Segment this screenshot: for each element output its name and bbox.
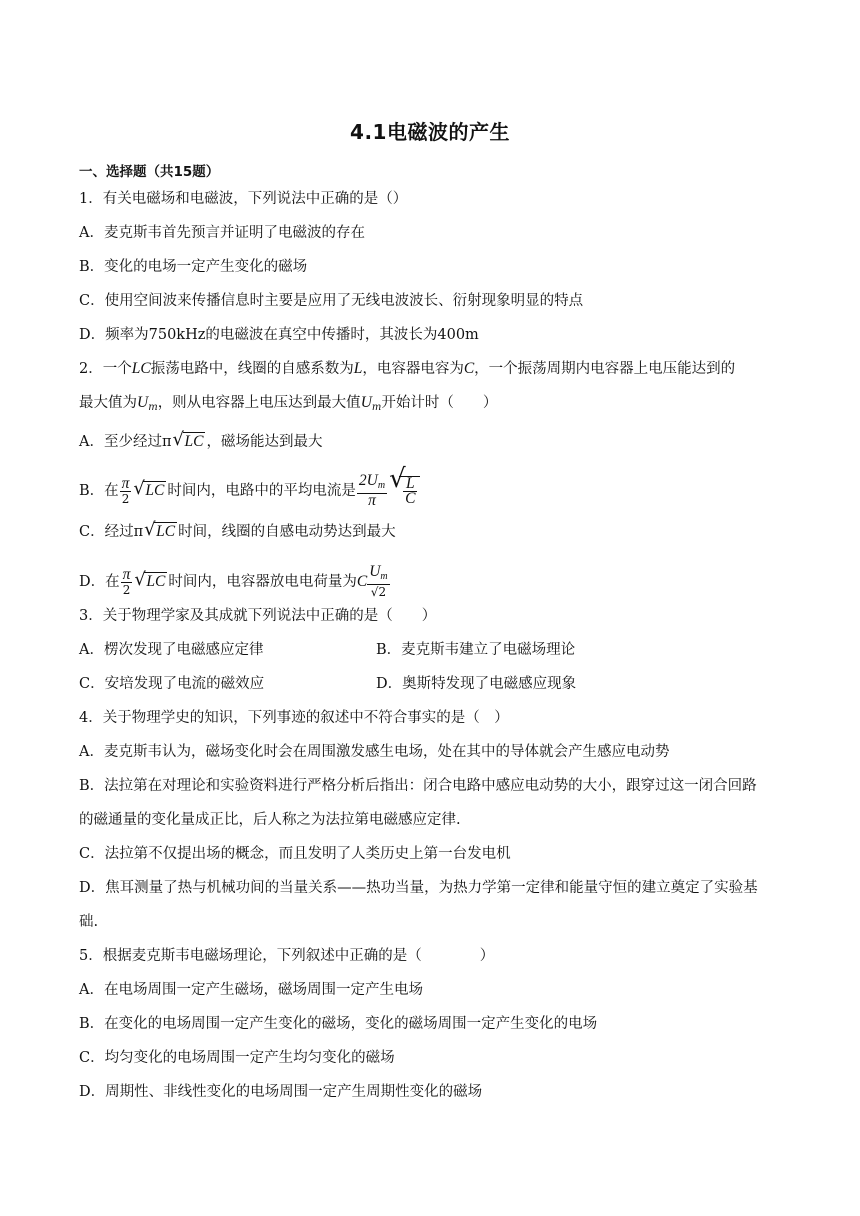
q2-option-c: C．经过π √ LC 时间，线圈的自感电动势达到最大 bbox=[79, 519, 396, 540]
q5-option-a: A．在电场周围一定产生磁场，磁场周围一定产生电场 bbox=[79, 982, 423, 998]
q3-option-a: A．楞次发现了电磁感应定律 bbox=[79, 642, 264, 658]
q4-option-c: C．法拉第不仅提出场的概念，而且发明了人类历史上第一台发电机 bbox=[79, 846, 511, 862]
q3-option-b: B．麦克斯韦建立了电磁场理论 bbox=[376, 642, 576, 658]
q5-option-d: D．周期性、非线性变化的电场周围一定产生周期性变化的磁场 bbox=[79, 1084, 483, 1100]
q1-option-d: D．频率为750kHz的电磁波在真空中传播时，其波长为400m bbox=[79, 327, 479, 343]
q4-option-a: A．麦克斯韦认为，磁场变化时会在周围激发感生电场，处在其中的导体就会产生感应电动势 bbox=[79, 744, 670, 760]
q1-stem: 1．有关电磁场和电磁波，下列说法中正确的是（） bbox=[79, 191, 408, 207]
q4-option-d-line2: 础. bbox=[79, 914, 99, 930]
q4-option-d-line1: D．焦耳测量了热与机械功间的当量关系——热功当量，为热力学第一定律和能量守恒的建立奠定了实验基 bbox=[79, 880, 758, 896]
fraction-2um-over-pi: $\frac{2U_m}{\pi}$ bbox=[358, 472, 386, 509]
q2-stem-line1: 2．一个LC振荡电路中，线圈的自感系数为L，电容器电容为C，一个振荡周期内电容器上电压能达到的 bbox=[79, 360, 736, 377]
q1-option-c: C．使用空间波来传播信息时主要是应用了无线电波波长、衍射现象明显的特点 bbox=[79, 293, 584, 309]
sqrt-lc: √ LC bbox=[172, 429, 204, 450]
q2-option-d: D．在 $\frac{\pi}{2}$ √ LC 时间内，电容器放电电荷量为C $U_m$ √2 bbox=[79, 563, 388, 599]
sqrt-l-over-c: √ $\frac{L}{C}$ bbox=[389, 476, 420, 506]
q2-option-a: A．至少经过π √ LC ，磁场能达到最大 bbox=[79, 429, 323, 450]
q5-option-c: C．均匀变化的电场周围一定产生均匀变化的磁场 bbox=[79, 1050, 395, 1066]
q2-option-b: B．在 $\frac{\pi}{2}$ √ LC 时间内，电路中的平均电流是 $\frac{2U_m}{\pi}$ √ $\frac{L}{C}$ bbox=[79, 474, 785, 508]
fraction-pi-over-2: $\frac{\pi}{2}$ bbox=[121, 474, 130, 506]
q4-option-b-line2: 的磁通量的变化量成正比，后人称之为法拉第电磁感应定律. bbox=[79, 812, 461, 828]
q1-option-b: B．变化的电场一定产生变化的磁场 bbox=[79, 259, 308, 275]
q3-option-c: C．安培发现了电流的磁效应 bbox=[79, 676, 265, 692]
q1-option-a: A．麦克斯韦首先预言并证明了电磁波的存在 bbox=[79, 225, 365, 241]
q3-option-d: D．奥斯特发现了电磁感应现象 bbox=[376, 676, 577, 692]
q5-option-b: B．在变化的电场周围一定产生变化的磁场，变化的磁场周围一定产生变化的电场 bbox=[79, 1016, 598, 1032]
document-title: 4.1电磁波的产生 bbox=[350, 120, 510, 144]
fraction-um-over-sqrt2: $U_m$ √2 bbox=[369, 563, 388, 599]
section-heading: 一、选择题（共15题） bbox=[79, 164, 220, 180]
q4-option-b-line1: B．法拉第在对理论和实验资料进行严格分析后指出：闭合电路中感应电动势的大小，跟穿过这一闭合回路 bbox=[79, 778, 757, 794]
q3-stem: 3．关于物理学家及其成就下列说法中正确的是（ ） bbox=[79, 608, 437, 624]
q5-stem: 5．根据麦克斯韦电磁场理论，下列叙述中正确的是（ ） bbox=[79, 948, 495, 964]
q4-stem: 4．关于物理学史的知识，下列事迹的叙述中不符合事实的是（ ） bbox=[79, 710, 509, 726]
q2-stem-line2: 最大值为$U_m$，则从电容器上电压达到最大值$U_m$开始计时（ ） bbox=[79, 394, 498, 413]
